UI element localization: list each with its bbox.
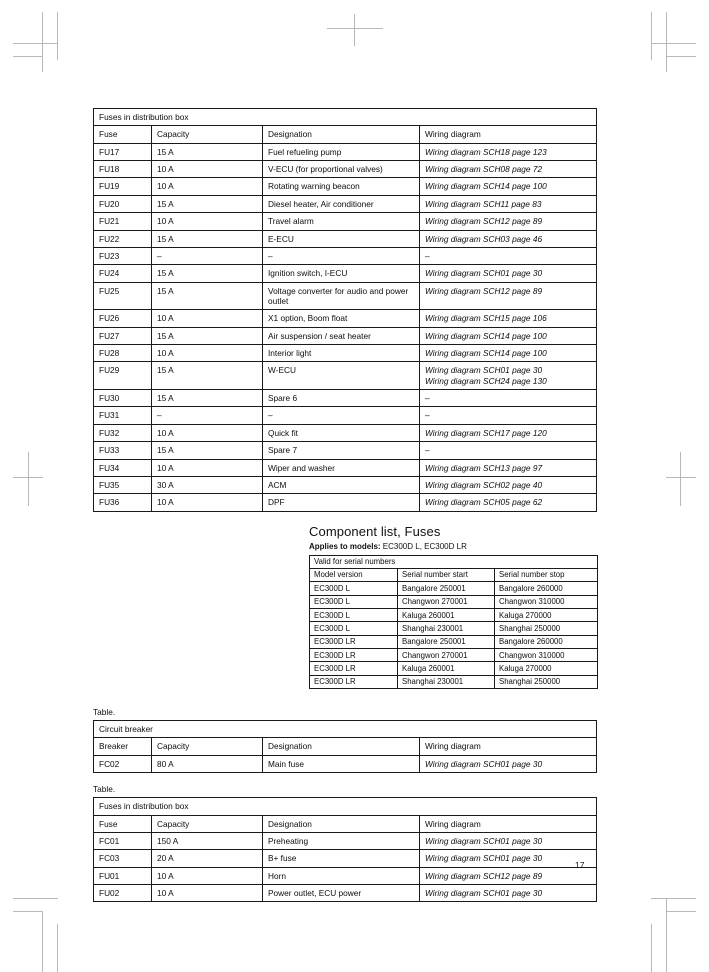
- cell-fuse: FU29: [94, 362, 152, 390]
- cell-serial-number-start: Shanghai 230001: [398, 622, 495, 635]
- wiring-diagram-reference: Wiring diagram SCH05 page 62: [425, 497, 543, 508]
- table-header-row: [94, 126, 597, 143]
- cell-capacity: –: [152, 247, 263, 264]
- table-row: [94, 230, 597, 247]
- cell-capacity: 15 A: [152, 265, 263, 282]
- column-header-designation: Designation: [263, 126, 420, 143]
- cell-wiring-diagram: [420, 832, 597, 849]
- table-row: [94, 282, 597, 310]
- cell-capacity: 15 A: [152, 230, 263, 247]
- table-row: [310, 622, 598, 635]
- cell-model-version: EC300D LR: [310, 635, 398, 648]
- wiring-diagram-reference: Wiring diagram SCH08 page 72: [425, 164, 543, 175]
- cell-wiring-diagram: [420, 143, 597, 160]
- table-body: [94, 721, 597, 773]
- circuit-breaker-caption: Table.: [93, 707, 116, 718]
- wiring-diagram-reference: –: [425, 410, 430, 421]
- cell-capacity: 10 A: [152, 213, 263, 230]
- cell-fuse: FU32: [94, 424, 152, 441]
- wiring-diagram-reference: Wiring diagram SCH02 page 40: [425, 479, 543, 490]
- cell-fuse: FU24: [94, 265, 152, 282]
- cell-serial-number-stop: Kaluga 270000: [495, 609, 598, 622]
- wiring-diagram-reference: Wiring diagram SCH14 page 100: [425, 181, 547, 192]
- column-header-breaker: Breaker: [94, 738, 152, 755]
- wiring-diagram-reference: Wiring diagram SCH12 page 89: [425, 870, 543, 881]
- cell-fuse: FC03: [94, 850, 152, 867]
- column-header-capacity: Capacity: [152, 815, 263, 832]
- cell-capacity: 10 A: [152, 178, 263, 195]
- cell-model-version: EC300D L: [310, 609, 398, 622]
- table-header-row: [310, 568, 598, 581]
- cell-wiring-diagram: [420, 850, 597, 867]
- table-row: [94, 424, 597, 441]
- cell-wiring-diagram: [420, 282, 597, 310]
- table-row: [310, 662, 598, 675]
- cell-fuse: FC01: [94, 832, 152, 849]
- wiring-diagram-reference: –: [425, 445, 430, 456]
- cell-capacity: 15 A: [152, 195, 263, 212]
- cell-wiring-diagram: [420, 161, 597, 178]
- applies-to-models: [309, 542, 597, 551]
- cell-fuse: FU18: [94, 161, 152, 178]
- cell-designation: Main fuse: [263, 755, 420, 772]
- cell-fuse: FU35: [94, 476, 152, 493]
- table-row: [94, 247, 597, 264]
- table-row: [310, 582, 598, 595]
- cell-designation: Quick fit: [263, 424, 420, 441]
- table-row: [94, 476, 597, 493]
- column-header-wiring: Wiring diagram: [420, 126, 597, 143]
- cell-fuse: FU31: [94, 407, 152, 424]
- cell-serial-number-stop: Shanghai 250000: [495, 675, 598, 688]
- wiring-diagram-reference: Wiring diagram SCH13 page 97: [425, 462, 543, 473]
- applies-to-models-value: EC300D L, EC300D LR: [382, 541, 467, 551]
- wiring-diagram-reference: Wiring diagram SCH01 page 30: [425, 853, 543, 864]
- cell-fuse: FU01: [94, 867, 152, 884]
- component-list-section: [309, 524, 597, 689]
- cell-model-version: EC300D L: [310, 622, 398, 635]
- column-header-serial-number-stop: Serial number stop: [495, 568, 598, 581]
- table-row: [310, 649, 598, 662]
- cell-designation: Ignition switch, I-ECU: [263, 265, 420, 282]
- cell-designation: Horn: [263, 867, 420, 884]
- column-header-fuse: Fuse: [94, 126, 152, 143]
- wiring-diagram-reference: Wiring diagram SCH03 page 46: [425, 233, 543, 244]
- column-header-designation: Designation: [263, 738, 420, 755]
- cell-wiring-diagram: [420, 327, 597, 344]
- cell-fuse: FU19: [94, 178, 152, 195]
- table-row: [94, 407, 597, 424]
- cell-wiring-diagram: [420, 459, 597, 476]
- cell-designation: X1 option, Boom float: [263, 310, 420, 327]
- column-header-wiring: Wiring diagram: [420, 815, 597, 832]
- cell-designation: B+ fuse: [263, 850, 420, 867]
- cell-designation: ACM: [263, 476, 420, 493]
- cell-capacity: 15 A: [152, 390, 263, 407]
- cell-designation: Preheating: [263, 832, 420, 849]
- cell-serial-number-start: Changwon 270001: [398, 649, 495, 662]
- cell-designation: Spare 6: [263, 390, 420, 407]
- table-row: [310, 609, 598, 622]
- table-row: [94, 884, 597, 901]
- table-title-row: [94, 798, 597, 815]
- table-row: [94, 755, 597, 772]
- cell-fuse: FU34: [94, 459, 152, 476]
- wiring-diagram-reference: Wiring diagram SCH01 page 30: [425, 758, 543, 769]
- table-row: [94, 362, 597, 390]
- cell-fuse: FU22: [94, 230, 152, 247]
- cell-fuse: FU28: [94, 345, 152, 362]
- table-title-row: [94, 721, 597, 738]
- table-row: [310, 675, 598, 688]
- wiring-diagram-reference: Wiring diagram SCH18 page 123: [425, 146, 547, 157]
- cell-capacity: –: [152, 407, 263, 424]
- cell-serial-number-start: Kaluga 260001: [398, 662, 495, 675]
- cell-designation: Spare 7: [263, 442, 420, 459]
- cell-designation: Air suspension / seat heater: [263, 327, 420, 344]
- cell-capacity: 10 A: [152, 345, 263, 362]
- cell-fuse: FU23: [94, 247, 152, 264]
- cell-fuse: FU33: [94, 442, 152, 459]
- cell-fuse: FU20: [94, 195, 152, 212]
- cell-serial-number-start: Bangalore 250001: [398, 635, 495, 648]
- wiring-diagram-reference: Wiring diagram SCH14 page 100: [425, 330, 547, 341]
- cell-capacity: 20 A: [152, 850, 263, 867]
- table-row: [94, 213, 597, 230]
- wiring-diagram-reference: Wiring diagram SCH12 page 89: [425, 216, 543, 227]
- cell-wiring-diagram: [420, 247, 597, 264]
- cell-wiring-diagram: [420, 407, 597, 424]
- cell-wiring-diagram: [420, 867, 597, 884]
- cell-capacity: 10 A: [152, 459, 263, 476]
- cell-wiring-diagram: [420, 178, 597, 195]
- cell-designation: Travel alarm: [263, 213, 420, 230]
- table-header-row: [94, 815, 597, 832]
- table-row: [94, 327, 597, 344]
- page-number: 17: [575, 860, 585, 870]
- table-row: [94, 867, 597, 884]
- cell-model-version: EC300D L: [310, 595, 398, 608]
- cell-wiring-diagram: [420, 494, 597, 511]
- cell-capacity: 15 A: [152, 362, 263, 390]
- wiring-diagram-reference: Wiring diagram SCH11 page 83: [425, 198, 542, 209]
- cell-serial-number-stop: Bangalore 260000: [495, 635, 598, 648]
- table-title: Valid for serial numbers: [310, 555, 598, 568]
- cell-wiring-diagram: [420, 230, 597, 247]
- cell-model-version: EC300D LR: [310, 675, 398, 688]
- cell-fuse: FU02: [94, 884, 152, 901]
- wiring-diagram-reference: Wiring diagram SCH01 page 30: [425, 887, 543, 898]
- cell-designation: Diesel heater, Air conditioner: [263, 195, 420, 212]
- table-row: [94, 850, 597, 867]
- cell-serial-number-stop: Changwon 310000: [495, 595, 598, 608]
- cell-capacity: 10 A: [152, 161, 263, 178]
- cell-designation: E-ECU: [263, 230, 420, 247]
- cell-wiring-diagram: [420, 345, 597, 362]
- cell-wiring-diagram: [420, 884, 597, 901]
- cell-fuse: FU21: [94, 213, 152, 230]
- table-title-row: [94, 109, 597, 126]
- wiring-diagram-reference: Wiring diagram SCH12 page 89: [425, 285, 543, 296]
- cell-wiring-diagram: [420, 213, 597, 230]
- cell-designation: W-ECU: [263, 362, 420, 390]
- cell-serial-number-stop: Kaluga 270000: [495, 662, 598, 675]
- cell-wiring-diagram: [420, 195, 597, 212]
- cell-wiring-diagram: [420, 442, 597, 459]
- cell-serial-number-start: Kaluga 260001: [398, 609, 495, 622]
- table-row: [94, 442, 597, 459]
- column-header-model-version: Model version: [310, 568, 398, 581]
- table-row: [94, 178, 597, 195]
- cell-capacity: 10 A: [152, 310, 263, 327]
- cell-wiring-diagram: [420, 362, 597, 390]
- cell-wiring-diagram: [420, 310, 597, 327]
- column-header-serial-number-start: Serial number start: [398, 568, 495, 581]
- cell-fuse: FU17: [94, 143, 152, 160]
- cell-fuse: FU36: [94, 494, 152, 511]
- cell-capacity: 10 A: [152, 867, 263, 884]
- cell-capacity: 150 A: [152, 832, 263, 849]
- cell-designation: Interior light: [263, 345, 420, 362]
- cell-fuse: FU27: [94, 327, 152, 344]
- cell-fuse: FU25: [94, 282, 152, 310]
- fuses-distribution-box-table-top: [93, 108, 597, 512]
- circuit-breaker-table: [93, 720, 597, 773]
- cell-designation: –: [263, 247, 420, 264]
- table-row: [310, 595, 598, 608]
- cell-fuse: FU30: [94, 390, 152, 407]
- table-row: [94, 161, 597, 178]
- valid-serial-numbers-table: [309, 555, 598, 689]
- wiring-diagram-reference: Wiring diagram SCH01 page 30: [425, 835, 543, 846]
- table-row: [94, 390, 597, 407]
- table-row: [310, 635, 598, 648]
- table-title: Circuit breaker: [94, 721, 597, 738]
- serial-table-body: [310, 555, 598, 688]
- cell-designation: Fuel refueling pump: [263, 143, 420, 160]
- column-header-wiring: Wiring diagram: [420, 738, 597, 755]
- table-row: [94, 832, 597, 849]
- component-list-title: Component list, Fuses: [309, 523, 441, 539]
- cell-capacity: 15 A: [152, 143, 263, 160]
- wiring-diagram-reference: Wiring diagram SCH14 page 100: [425, 348, 547, 359]
- cell-capacity: 10 A: [152, 494, 263, 511]
- cell-serial-number-stop: Bangalore 260000: [495, 582, 598, 595]
- table-row: [94, 195, 597, 212]
- cell-capacity: 15 A: [152, 442, 263, 459]
- cell-model-version: EC300D LR: [310, 662, 398, 675]
- cell-fuse: FC02: [94, 755, 152, 772]
- table-row: [94, 345, 597, 362]
- table-title-row: [310, 555, 598, 568]
- cell-designation: Wiper and washer: [263, 459, 420, 476]
- cell-wiring-diagram: [420, 755, 597, 772]
- cell-serial-number-stop: Changwon 310000: [495, 649, 598, 662]
- wiring-diagram-reference: Wiring diagram SCH24 page 130: [425, 375, 547, 386]
- cell-wiring-diagram: [420, 424, 597, 441]
- cell-serial-number-stop: Shanghai 250000: [495, 622, 598, 635]
- table-row: [94, 459, 597, 476]
- table-row: [94, 143, 597, 160]
- cell-capacity: 15 A: [152, 282, 263, 310]
- cell-serial-number-start: Bangalore 250001: [398, 582, 495, 595]
- cell-designation: Power outlet, ECU power: [263, 884, 420, 901]
- cell-capacity: 15 A: [152, 327, 263, 344]
- fuses-bottom-caption: Table.: [93, 784, 116, 795]
- cell-serial-number-start: Changwon 270001: [398, 595, 495, 608]
- column-header-capacity: Capacity: [152, 738, 263, 755]
- column-header-fuse: Fuse: [94, 815, 152, 832]
- cell-capacity: 30 A: [152, 476, 263, 493]
- table-title: Fuses in distribution box: [94, 798, 597, 815]
- wiring-diagram-reference: Wiring diagram SCH15 page 106: [425, 313, 547, 324]
- cell-wiring-diagram: [420, 390, 597, 407]
- table-body: [94, 798, 597, 902]
- table-header-row: [94, 738, 597, 755]
- column-header-capacity: Capacity: [152, 126, 263, 143]
- cell-wiring-diagram: [420, 476, 597, 493]
- cell-wiring-diagram: [420, 265, 597, 282]
- cell-fuse: FU26: [94, 310, 152, 327]
- cell-capacity: 10 A: [152, 424, 263, 441]
- table-row: [94, 310, 597, 327]
- cell-designation: –: [263, 407, 420, 424]
- cell-model-version: EC300D LR: [310, 649, 398, 662]
- wiring-diagram-reference: –: [425, 393, 430, 404]
- page-content: [93, 108, 597, 902]
- cell-designation: DPF: [263, 494, 420, 511]
- cell-capacity: 10 A: [152, 884, 263, 901]
- wiring-diagram-reference: Wiring diagram SCH01 page 30: [425, 365, 543, 376]
- fuses-distribution-box-table-bottom: [93, 797, 597, 902]
- table-row: [94, 494, 597, 511]
- cell-designation: Voltage converter for audio and power outlet: [263, 282, 420, 310]
- table-body: [94, 109, 597, 512]
- cell-model-version: EC300D L: [310, 582, 398, 595]
- cell-serial-number-start: Shanghai 230001: [398, 675, 495, 688]
- wiring-diagram-reference: Wiring diagram SCH01 page 30: [425, 268, 543, 279]
- table-title: Fuses in distribution box: [94, 109, 597, 126]
- applies-to-models-label: Applies to models:: [309, 541, 381, 551]
- cell-capacity: 80 A: [152, 755, 263, 772]
- column-header-designation: Designation: [263, 815, 420, 832]
- table-row: [94, 265, 597, 282]
- wiring-diagram-reference: Wiring diagram SCH17 page 120: [425, 427, 547, 438]
- wiring-diagram-reference: –: [425, 250, 430, 261]
- cell-designation: Rotating warning beacon: [263, 178, 420, 195]
- cell-designation: V-ECU (for proportional valves): [263, 161, 420, 178]
